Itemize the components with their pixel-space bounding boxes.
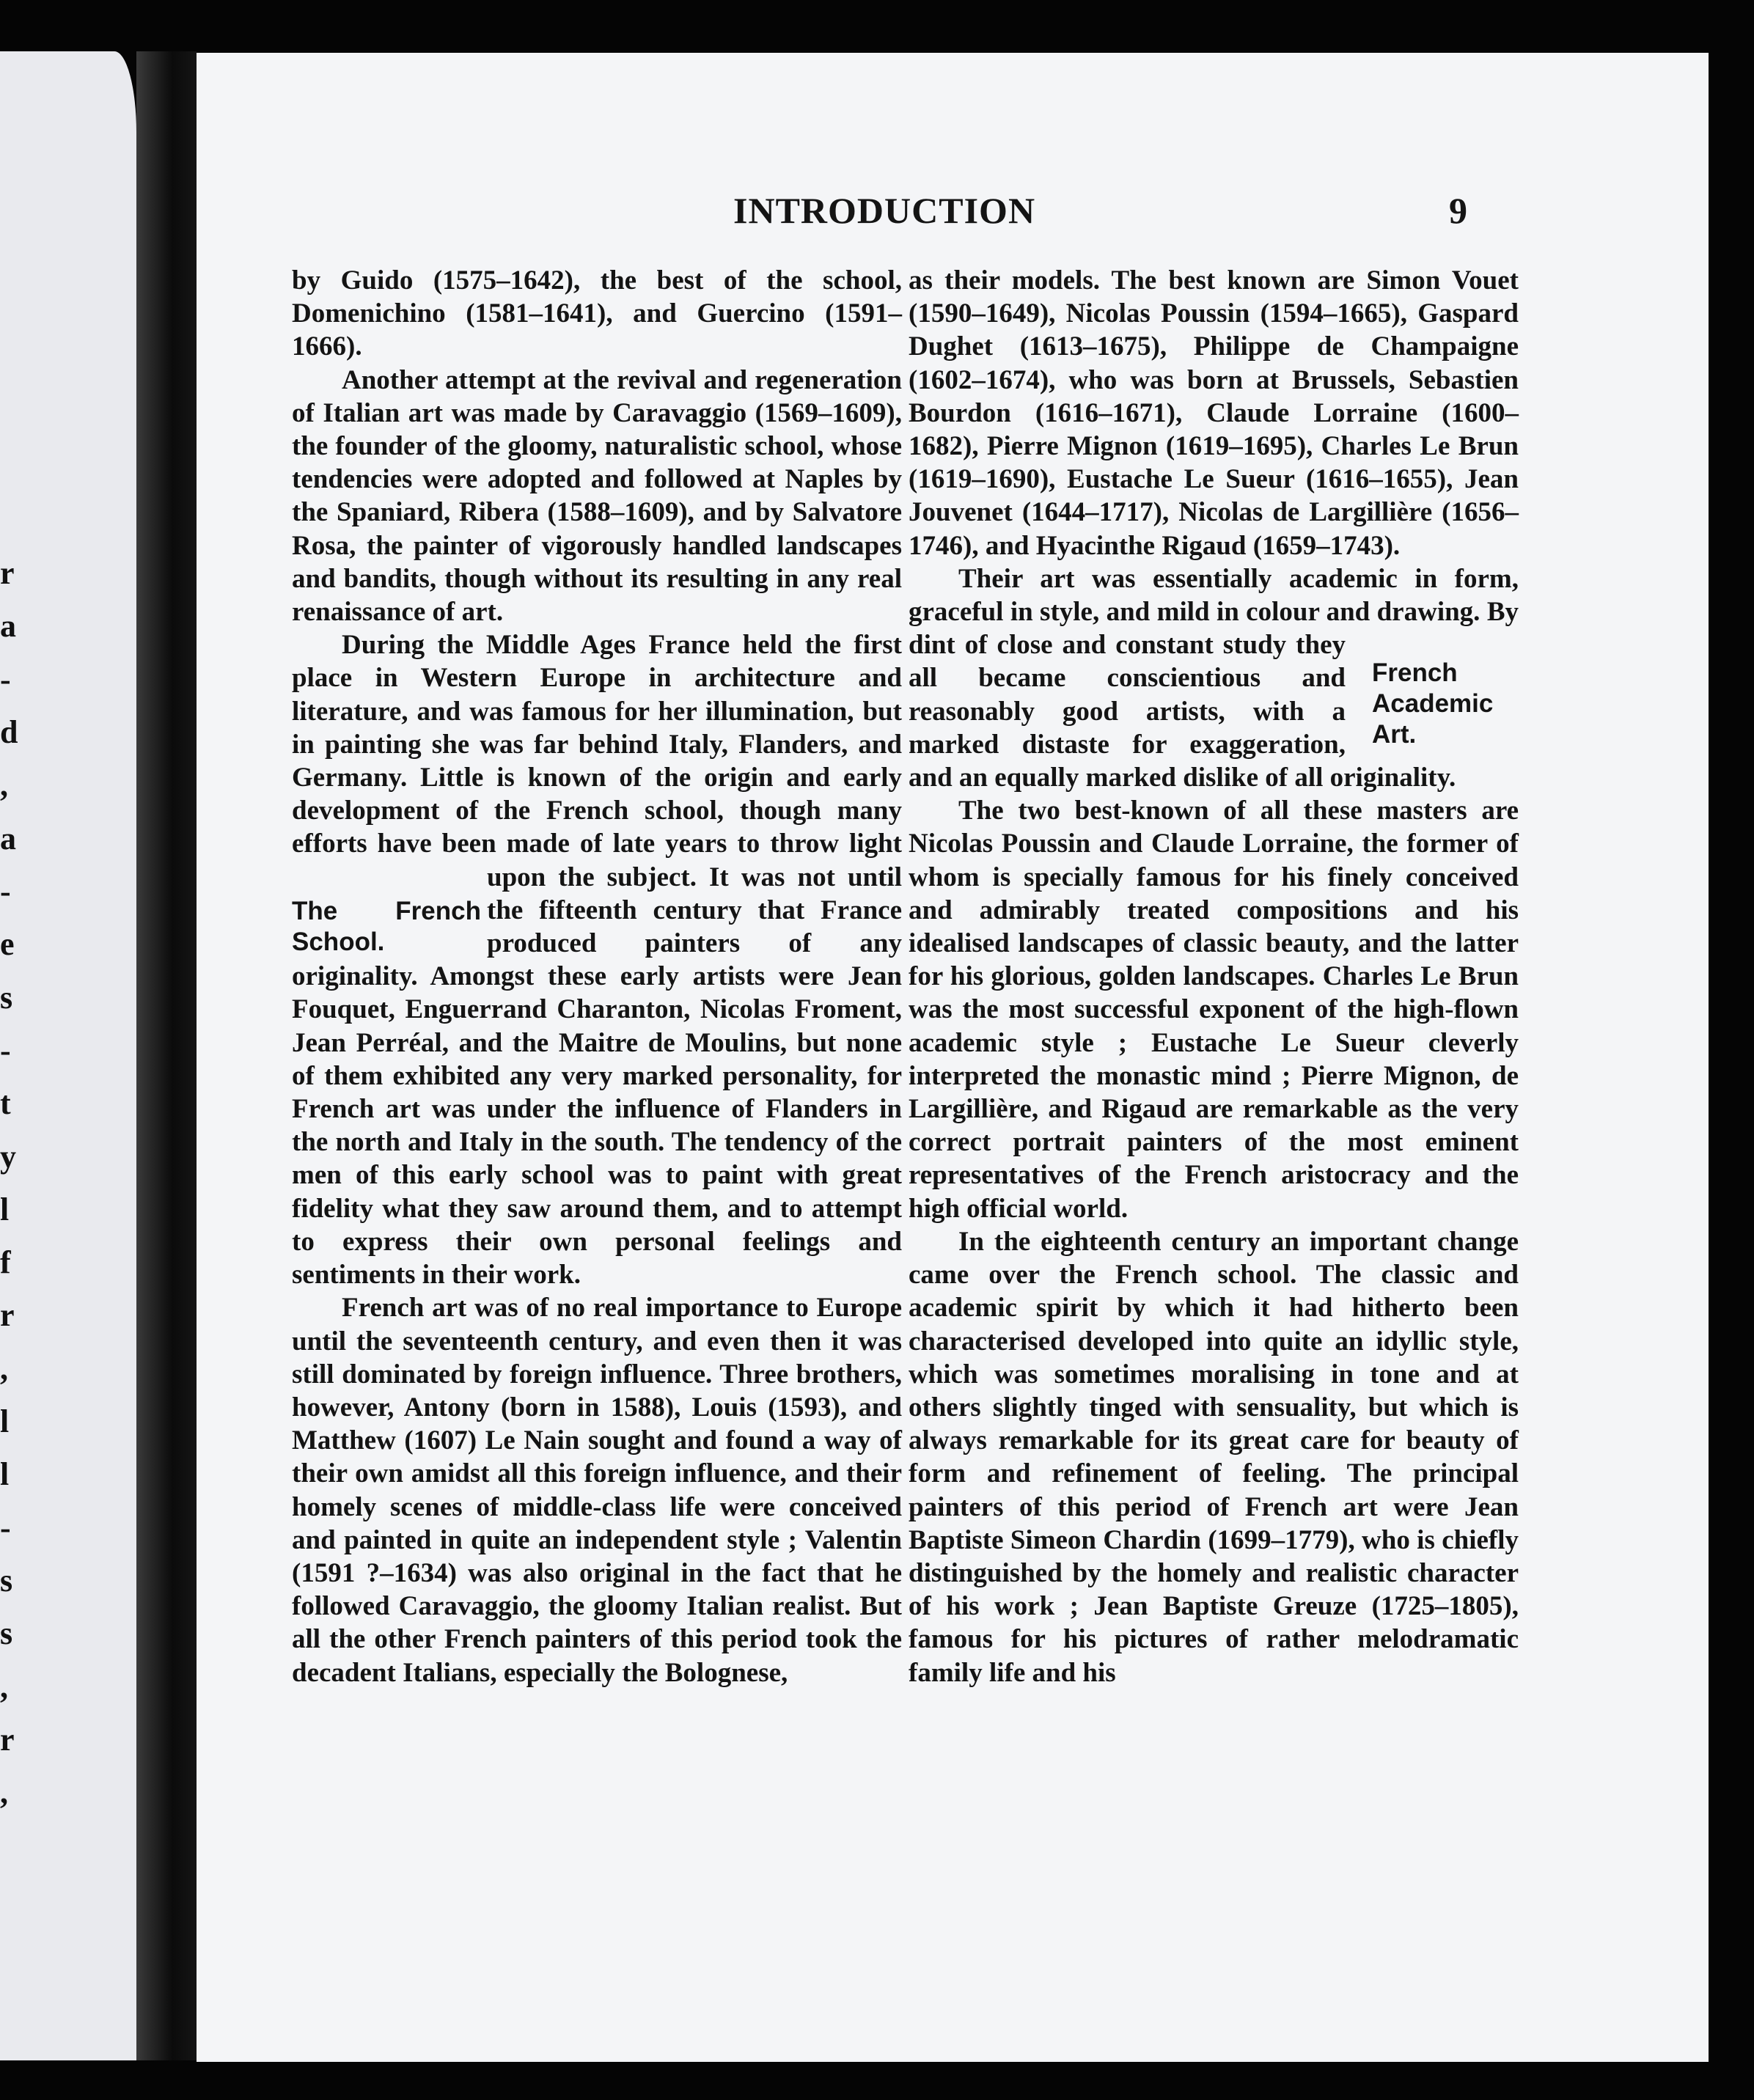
edge-text-fragment: - <box>0 1509 11 1546</box>
right-text-column <box>909 264 1519 1689</box>
edge-text-fragment: d <box>0 713 18 750</box>
edge-text-fragment: r <box>0 1297 15 1334</box>
edge-text-fragment: e <box>0 926 15 963</box>
book-page <box>197 53 1709 2062</box>
previous-page-text-fragments <box>0 557 32 1877</box>
edge-text-fragment: f <box>0 1244 11 1281</box>
edge-text-fragment: - <box>0 873 11 909</box>
paragraph-text: By dint of close and constant study they all became conscientious and reasonably good artists, with a marked distaste for exaggeration, and an equally marked dislike of all originality. <box>909 597 1519 793</box>
left-text-column <box>292 264 902 1689</box>
edge-text-fragment: l <box>0 1191 10 1227</box>
paragraph: French art was of no real importance to Europe until the seventeenth century, and even then it was still dominated by foreign influence. Three brothers, however, Antony (born in 1588), Louis (1593), and Matthew (1607) Le Nain sought and found a way of their own amidst all this foreign influence, and their homely scenes of middle-class life were conceived and painted in quite an independent style ; Valentin (1591 ?–1634) was also original in the fact that he followed Caravaggio, the gloomy Italian realist. But all the other French painters of this period took the decadent Italians, especially the Bolognese, <box>292 1293 902 1688</box>
margin-heading-french-school: The French School. <box>292 896 481 956</box>
edge-text-fragment: r <box>0 555 15 591</box>
edge-text-fragment: a <box>0 608 16 645</box>
edge-text-fragment: - <box>0 1032 11 1068</box>
edge-text-fragment: , <box>0 1350 8 1387</box>
paragraph-text: During the Middle Ages France held the first place in Western Europe in architecture and literature, and was famous for her illumination, but in painting she was far behind Italy, Flanders, and Germany. Little is known of the origin and early development of the French school, though many efforts have been made of late years to throw light <box>292 630 902 859</box>
paragraph <box>909 562 1519 794</box>
edge-text-fragment: , <box>0 1668 8 1705</box>
edge-text-fragment: , <box>0 767 8 804</box>
edge-text-fragment: y <box>0 1138 16 1175</box>
edge-text-fragment: , <box>0 1774 8 1811</box>
paragraph: by Guido (1575–1642), the best of the school, Domenichino (1581–1641), and Guercino (1591–1666). <box>292 265 902 362</box>
paragraph: Another attempt at the revival and regeneration of Italian art was made by Caravaggio (1569–1609), the founder of the gloomy, naturalistic school, whose tendencies were adopted and followed at Naples by the Spaniard, Ribera (1588–1609), and by Salvatore Rosa, the painter of vigorously handled landscapes and bandits, though without its resulting in any real renaissance of art. <box>292 364 902 628</box>
edge-text-fragment: a <box>0 820 16 856</box>
page-number: 9 <box>1449 190 1467 231</box>
edge-text-fragment: r <box>0 1722 15 1758</box>
edge-text-fragment: s <box>0 1615 13 1652</box>
paragraph <box>292 628 902 1291</box>
paragraph: as their models. The best known are Simon Vouet (1590–1649), Nicolas Poussin (1594–1665), Gaspard Dughet (1613–1675), Philippe de Champaigne (1602–1674), who was born at Brussels, Sebastien Bourdon (1616–1671), Claude Lorraine (1600–1682), Pierre Mignon (1619–1695), Charles Le Brun (1619–1690), Eustache Le Sueur (1616–1655), Jean Jouvenet (1644–1717), Nicolas de Largillière (1656–1746), and Hyacinthe Rigaud (1659–1743). <box>909 265 1519 561</box>
edge-text-fragment: s <box>0 1563 13 1599</box>
edge-text-fragment: t <box>0 1085 11 1122</box>
edge-text-fragment: - <box>0 661 11 697</box>
edge-text-fragment: s <box>0 979 13 1016</box>
paragraph-text: Their art was essentially academic in form, graceful in style, and mild in colour and drawing. <box>909 563 1519 628</box>
paragraph-text: upon the subject. It was not until the fifteenth century that France produced painters of any originality. Amongst these early artists were Jean Fouquet, Enguerrand Charanton, Nicolas Froment, Jean Perréal, and the Maitre de Moulins, but none of them exhibited any very marked personality, for French art was under the influence of Flanders in the north and Italy in the south. The tendency of the men of this early school was to paint with great fidelity what they saw around them, and to attempt to express their own personal feelings and sentiments in their work. <box>292 862 902 1291</box>
paragraph: In the eighteenth century an important change came over the French school. The classic and academic spirit by which it had hitherto been characterised developed into quite an idyllic style, which was sometimes moralising in tone and at others slightly tinged with sensuality, but which is always remarkable for its great care for beauty of form and refinement of feeling. The principal painters of this period of French art were Jean Baptiste Simeon Chardin (1699–1779), who is chiefly distinguished by the homely and realistic character of his work ; Jean Baptiste Greuze (1725–1805), famous for his pictures of rather melodramatic family life and his <box>909 1226 1519 1688</box>
book-gutter-shadow <box>136 51 197 2060</box>
paragraph: The two best-known of all these masters are Nicolas Poussin and Claude Lorraine, the former of whom is specially famous for his finely conceived and admirably treated compositions and his idealised landscapes of classic beauty, and the latter for his glorious, golden landscapes. Charles Le Brun was the most successful exponent of the high-flown academic style ; Eustache Le Sueur cleverly interpreted the monastic mind ; Pierre Mignon, de Largillière, and Rigaud are remarkable as the very correct portrait painters of the most eminent representatives of the French aristocracy and the high official world. <box>909 796 1519 1224</box>
running-header-title: INTRODUCTION <box>733 190 1036 231</box>
margin-heading-french-academic-art: French Academic Art. <box>1372 658 1494 749</box>
edge-text-fragment: l <box>0 1456 10 1493</box>
edge-text-fragment: l <box>0 1403 10 1440</box>
